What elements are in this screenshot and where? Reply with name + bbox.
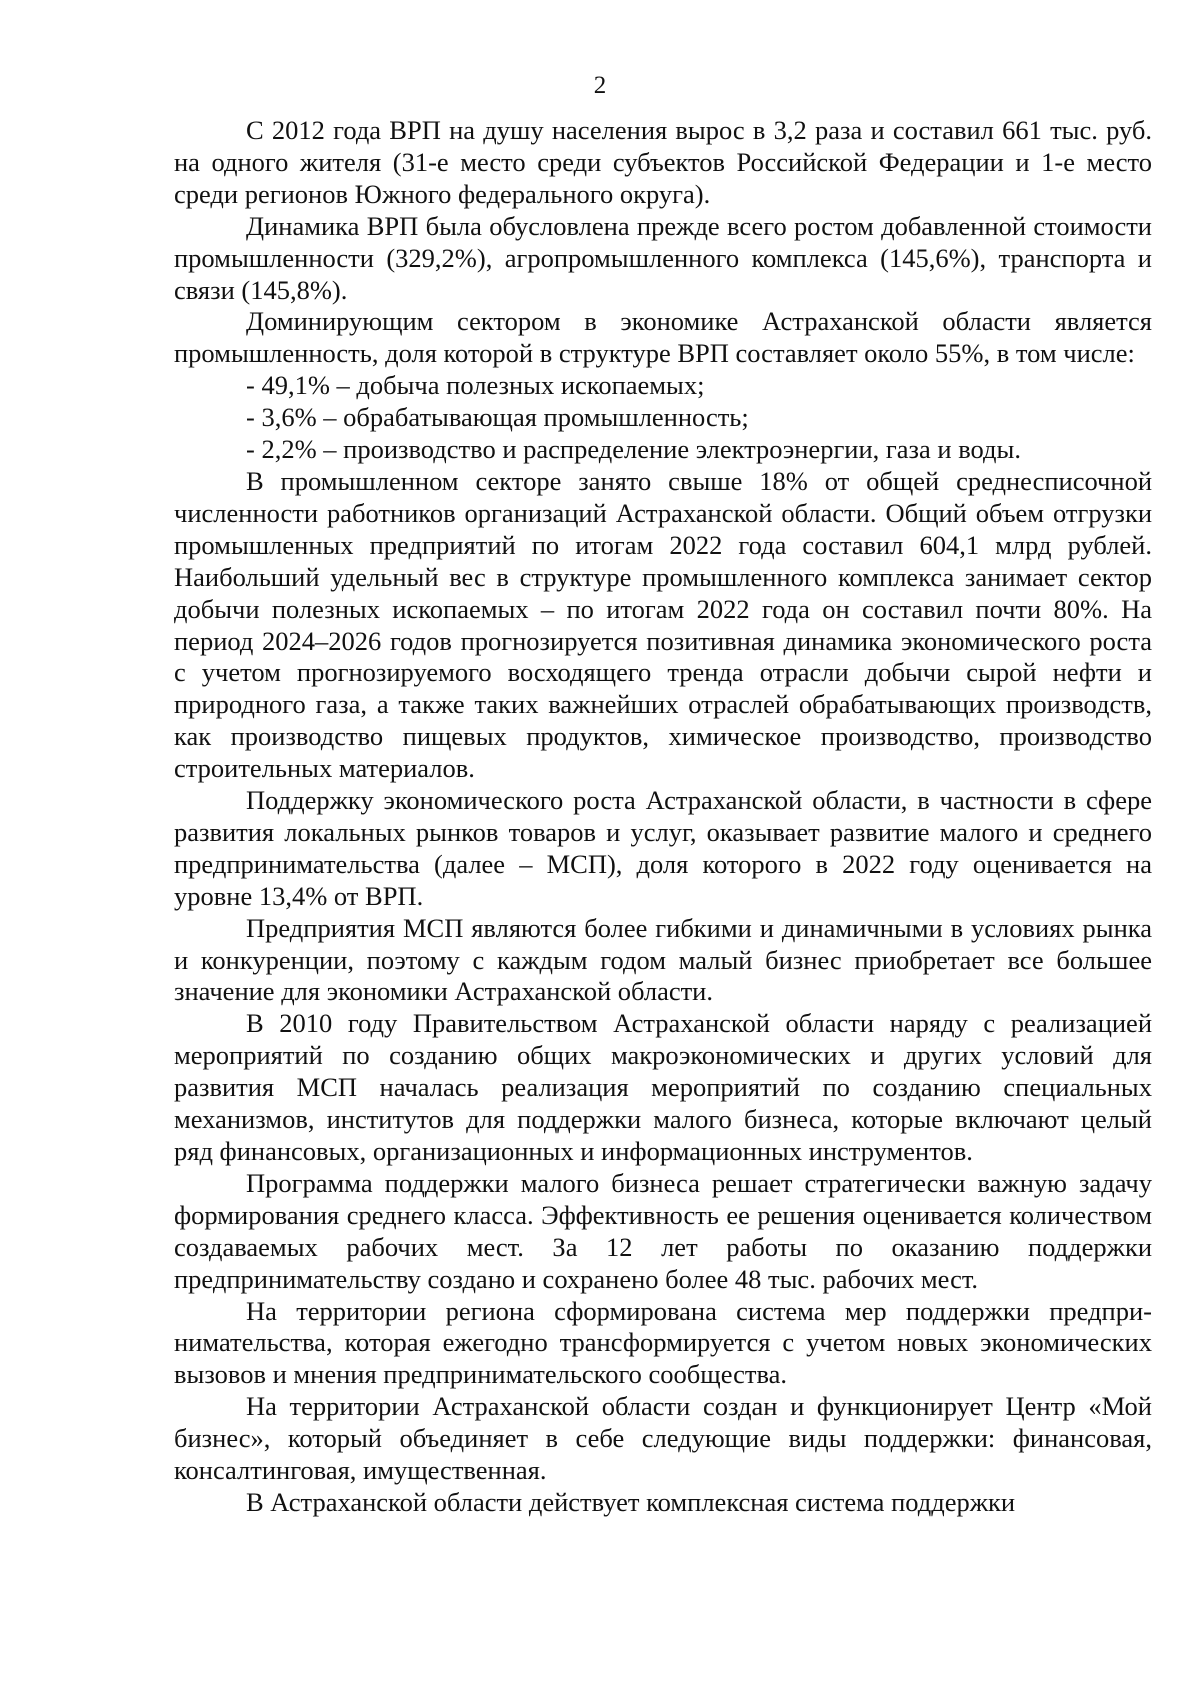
paragraph-grp-dynamics: Динамика ВРП была обусловлена прежде всего ростом добавленной стоимости промышленности (329,2%), агропромышленного комплекса (145,6%), транспорта и связи (145,8%).	[174, 210, 1152, 305]
paragraph-industry-share: Доминирующим сектором в экономике Астраханской области является промышленность, доля которой в структуре ВРП составляет около 55%, в том числе:	[174, 306, 1152, 369]
list-item-utilities: - 2,2% – производство и распределение электроэнергии, газа и воды.	[246, 434, 1021, 465]
document-body	[174, 115, 1152, 1519]
paragraph-support-program: Программа поддержки малого бизнеса решает стратегически важную задачу формирования среднего класса. Эффективность ее решения оценивается количеством создаваемых рабочих мест. За 12 лет работы по оказанию поддержки предпринимательству создано и сохранено более 48 тыс. рабочих мест.	[174, 1167, 1152, 1294]
paragraph-support-system: На территории региона сформирована система мер поддержки предпринимательства, которая ежегодно трансформируется с учетом новых экономических вызовов и мнения предпринимательского сообщества.	[174, 1295, 1152, 1390]
paragraph-sme-support: Поддержку экономического роста Астраханской области, в частности в сфере развития локальных рынков товаров и услуг, оказывает развитие малого и среднего предпринимательства (далее – МСП), доля которого в 2022 году оценивается на уровне 13,4% от ВРП.	[174, 785, 1152, 911]
paragraph-industrial-sector: В промышленном секторе занято свыше 18% от общей среднесписочной численности работников организаций Астраханской области. Общий объем отгрузки промышленных предприятий по итогам 2022 года составил 604,1 млрд рублей. Наибольший удельный вес в структуре промышленного комплекса занимает сектор добычи полезных ископаемых – по итогам 2022 года он составил почти 80%. На период 2024–2026 годов прогнозируется позитивная динамика экономического роста с учетом прогнозируемого восходящего тренда отрасли добычи сырой нефти и природного газа, а также таких важнейших отраслей обрабатывающих производств, как производство пищевых продуктов, химическое производство, производство строительных материалов.	[174, 465, 1152, 784]
page-number: 2	[593, 72, 607, 99]
paragraph-comprehensive-system: В Астраханской области действует комплексная система поддержки	[246, 1486, 1016, 1517]
list-item-manufacturing: - 3,6% – обрабатывающая промышленность;	[246, 402, 749, 433]
paragraph-2010-government: В 2010 году Правительством Астраханской области наряду с реализацией мероприятий по созданию общих макроэкономических и других условий для развития МСП началась реализация мероприятий по созданию специальных механизмов, институтов для поддержки малого бизнеса, которые включают целый ряд финансовых, организационных и информационных инструментов.	[174, 1008, 1152, 1166]
paragraph-grp-per-capita: С 2012 года ВРП на душу населения вырос в 3,2 раза и составил 661 тыс. руб. на одного жителя (31-е место среди субъектов Российской Федерации и 1-е место среди регионов Южного федерального округа).	[174, 115, 1152, 209]
paragraph-my-business-center: На территории Астраханской области создан и функционирует Центр «Мой бизнес», который объединяет в себе следующие виды поддержки: финансовая, консалтинговая, имущественная.	[174, 1391, 1152, 1486]
list-item-mining: - 49,1% – добыча полезных ископаемых;	[246, 370, 705, 401]
paragraph-sme-flexibility: Предприятия МСП являются более гибкими и динамичными в условиях рынка и конкуренции, поэтому с каждым годом малый бизнес приобретает все большее значение для экономики Астраханской области.	[174, 912, 1152, 1007]
